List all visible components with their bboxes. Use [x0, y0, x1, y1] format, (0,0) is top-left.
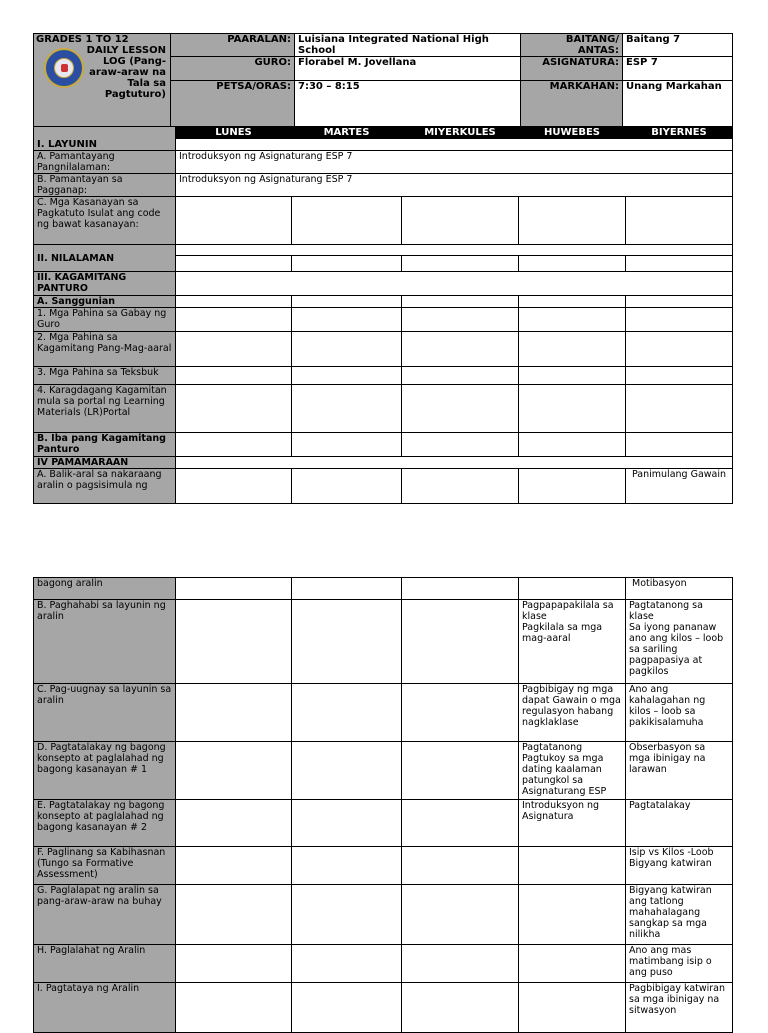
petsa-value: 7:30 – 8:15 [295, 81, 521, 127]
header-table [33, 33, 733, 127]
asignatura-label: ASIGNATURA: [521, 57, 623, 81]
karagdagang-label: 4. Karagdagang Kagamitan mula sa portal ng Learning Materials (LR)Portal [34, 385, 176, 433]
paaralan-label: PAARALAN: [171, 34, 295, 57]
pamamaraan-heading: IV PAMAMARAAN [34, 457, 176, 469]
log-title: DAILY LESSON LOG (Pang-araw-araw na Tala sa Pagtuturo) [86, 45, 166, 100]
baitang-label: BAITANG/ ANTAS: [521, 34, 623, 57]
day-header: LUNES [176, 127, 292, 139]
day-header: MARTES [292, 127, 402, 139]
kagamitang-heading: III. KAGAMITANG PANTURO [34, 272, 176, 296]
kagamitang-mag-aaral-label: 2. Mga Pahina sa Kagamitang Pang-Mag-aaral [34, 332, 176, 367]
guro-value: Florabel M. Jovellana [295, 57, 521, 81]
log-body-table [33, 126, 733, 504]
balik-aral-friday: Panimulang Gawain [626, 469, 733, 504]
motibasyon-cell: Motibasyon [626, 578, 733, 600]
pag-uugnay-label: C. Pag-uugnay sa layunin sa aralin [34, 684, 176, 742]
baitang-value: Baitang 7 [623, 34, 733, 57]
markahan-value: Unang Markahan [623, 81, 733, 127]
pamantayan-pagganap-value: Introduksyon ng Asignaturang ESP 7 [176, 174, 733, 197]
petsa-label: PETSA/ORAS: [171, 81, 295, 127]
day-header: MIYERKULES [402, 127, 519, 139]
paglalahat-friday: Ano ang mas matimbang isip o ang puso [626, 945, 733, 983]
procedure-table [33, 577, 733, 1033]
paglinang-label: F. Paglinang sa Kabihasnan (Tungo sa Formative Assessment) [34, 847, 176, 885]
balik-aral-label: A. Balik-aral sa nakaraang aralin o pagsisimula ng [34, 469, 176, 504]
guro-label: GURO: [171, 57, 295, 81]
konsepto-2-thursday: Introduksyon ng Asignatura [519, 800, 626, 847]
gabay-label: 1. Mga Pahina sa Gabay ng Guro [34, 308, 176, 332]
pagtataya-friday: Pagbibigay katwiran sa mga ibinigay na sitwasyon [626, 983, 733, 1033]
pagtataya-label: I. Pagtataya ng Aralin [34, 983, 176, 1033]
bagong-aralin-label: bagong aralin [34, 578, 176, 600]
pamantayang-label: A. Pamantayang Pangnilalaman: [34, 151, 176, 174]
konsepto-2-friday: Pagtatalakay [626, 800, 733, 847]
grades-label: GRADES 1 TO 12 [36, 34, 129, 45]
paglinang-friday: Isip vs Kilos -Loob Bigyang katwiran [626, 847, 733, 885]
asignatura-value: ESP 7 [623, 57, 733, 81]
konsepto-1-thursday: Pagtatanong Pagtukoy sa mga dating kaalaman patungkol sa Asignaturang ESP [519, 742, 626, 800]
pag-uugnay-friday: Ano ang kahalagahan ng kilos – loob sa pakikisalamuha [626, 684, 733, 742]
iba-pang-heading: B. Iba pang Kagamitang Panturo [34, 433, 176, 457]
lesson-log-bottom [33, 577, 732, 1033]
sanggunian-heading: A. Sanggunian [34, 296, 176, 308]
kasanayan-label: C. Mga Kasanayan sa Pagkatuto Isulat ang code ng bawat kasanayan: [34, 197, 176, 245]
day-header: BIYERNES [626, 127, 733, 139]
markahan-label: MARKAHAN: [521, 81, 623, 127]
paghahabi-thursday: Pagpapapakilala sa klase Pagkilala sa mga mag-aaral [519, 600, 626, 684]
pamantayang-value: Introduksyon ng Asignaturang ESP 7 [176, 151, 733, 174]
konsepto-2-label: E. Pagtatalakay ng bagong konsepto at paglalahad ng bagong kasanayan # 2 [34, 800, 176, 847]
pag-uugnay-thursday: Pagbibigay ng mga dapat Gawain o mga regulasyon habang nagklaklase [519, 684, 626, 742]
log-title-cell [34, 34, 171, 127]
day-header: HUWEBES [519, 127, 626, 139]
lesson-log-top [33, 33, 732, 504]
nilalaman-heading: II. NILALAMAN [34, 245, 176, 272]
pamantayan-pagganap-label: B. Pamantayan sa Pagganap: [34, 174, 176, 197]
konsepto-1-friday: Obserbasyon sa mga ibinigay na larawan [626, 742, 733, 800]
teksbuk-label: 3. Mga Pahina sa Teksbuk [34, 367, 176, 385]
layunin-heading: I. LAYUNIN [34, 127, 176, 151]
paghahabi-label: B. Paghahabi sa layunin ng aralin [34, 600, 176, 684]
konsepto-1-label: D. Pagtatalakay ng bagong konsepto at paglalahad ng bagong kasanayan # 1 [34, 742, 176, 800]
paghahabi-friday: Pagtatanong sa klase Sa iyong pananaw ano ang kilos – loob sa sariling pagpapasiya at pagkilos [626, 600, 733, 684]
paglalapat-label: G. Paglalapat ng aralin sa pang-araw-araw na buhay [34, 885, 176, 945]
paglalapat-friday: Bigyang katwiran ang tatlong mahahalagang sangkap sa mga nilikha [626, 885, 733, 945]
layunin-blank [176, 139, 733, 151]
deped-seal-logo [44, 48, 84, 88]
paglalahat-label: H. Paglalahat ng Aralin [34, 945, 176, 983]
paaralan-value: Luisiana Integrated National High School [295, 34, 521, 57]
